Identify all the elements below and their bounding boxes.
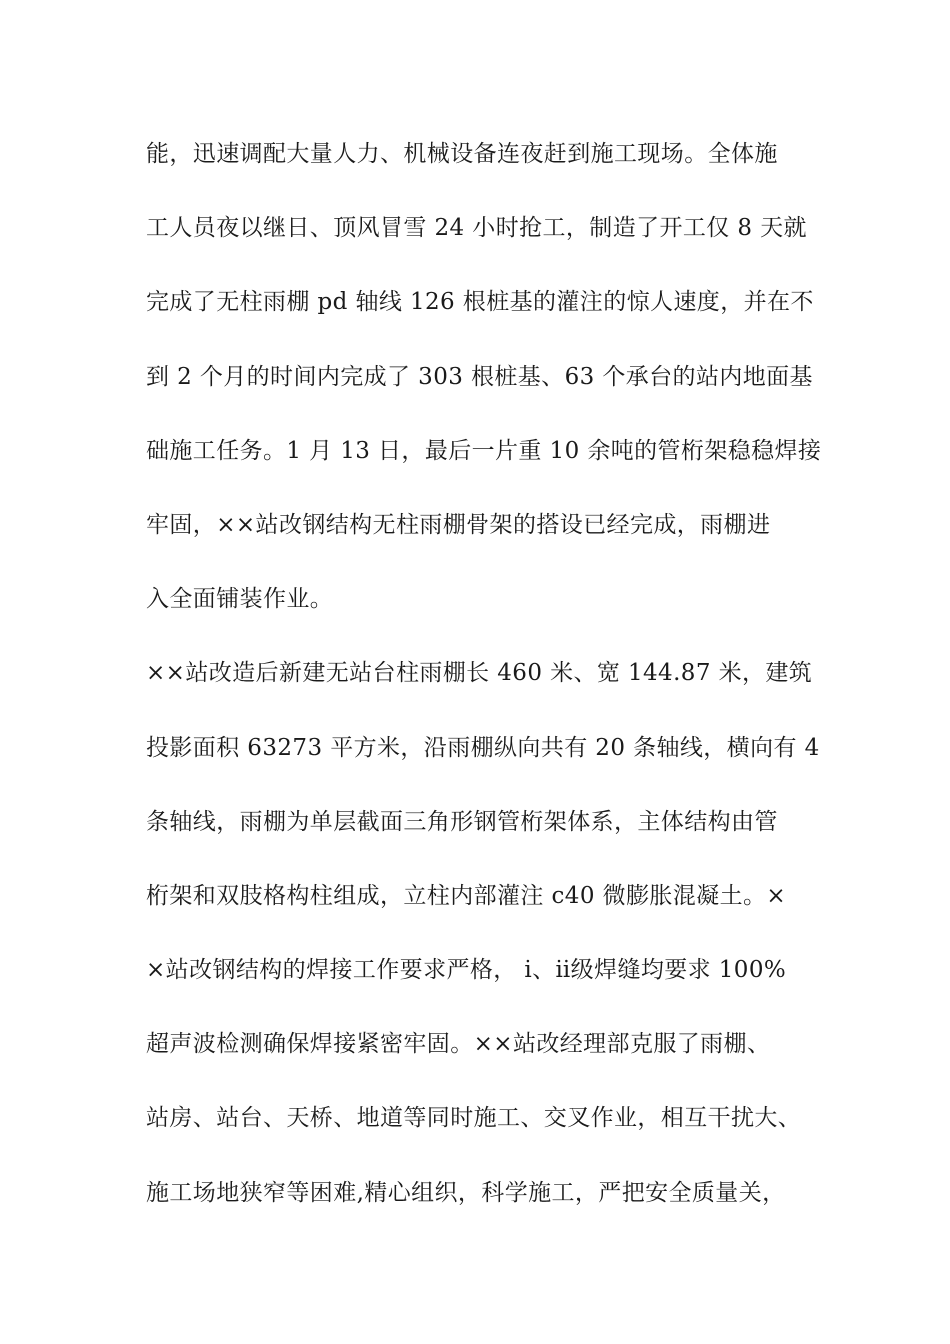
text-line: 施工场地狭窄等困难,精心组织，科学施工，严把安全质量关， (146, 1179, 786, 1206)
body-text (146, 131, 836, 1244)
text-line: ×站改钢结构的焊接工作要求严格， ⅰ、ⅱ级焊缝均要求 100% (146, 957, 787, 984)
text-line: 础施工任务。1 月 13 日，最后一片重 10 余吨的管桁架稳稳焊接 (146, 437, 822, 464)
text-line: 超声波检测确保焊接紧密牢固。××站改经理部克服了雨棚、 (146, 1031, 771, 1058)
text-line: 站房、站台、天桥、地道等同时施工、交叉作业，相互干扰大、 (146, 1105, 802, 1132)
text-line: 牢固，××站改钢结构无柱雨棚骨架的搭设已经完成，雨棚进 (146, 511, 771, 538)
text-line: 投影面积 63273 平方米，沿雨棚纵向共有 20 条轴线，横向有 4 (146, 734, 820, 761)
text-line: 完成了无柱雨棚 pd 轴线 126 根桩基的灌注的惊人速度，并在不 (146, 289, 814, 316)
text-line: ××站改造后新建无站台柱雨棚长 460 米、宽 144.87 米，建筑 (146, 660, 813, 687)
text-line: 能，迅速调配大量人力、机械设备连夜赶到施工现场。全体施 (146, 141, 778, 167)
text-line: 入全面铺装作业。 (146, 586, 334, 613)
text-line: 工人员夜以继日、顶风冒雪 24 小时抢工，制造了开工仅 8 天就 (146, 215, 807, 242)
text-line: 到 2 个月的时间内完成了 303 根桩基、63 个承台的站内地面基 (146, 363, 813, 390)
text-line: 桁架和双肢格构柱组成，立柱内部灌注 c40 微膨胀混凝土。× (146, 882, 787, 909)
text-line: 条轴线，雨棚为单层截面三角形钢管桁架体系，主体结构由管 (146, 808, 778, 835)
